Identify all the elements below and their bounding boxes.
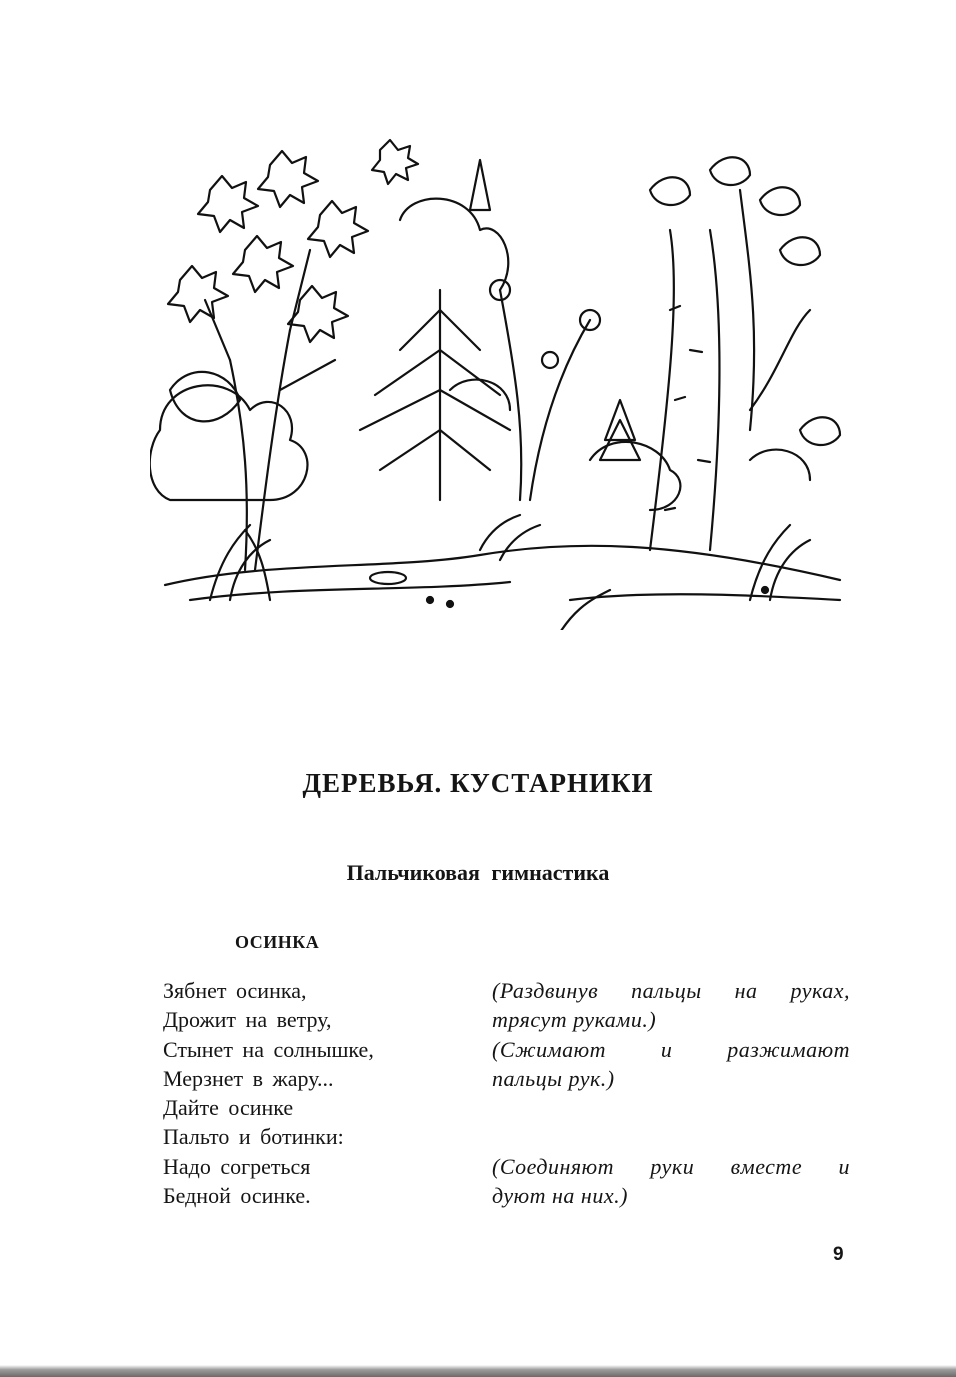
gesture-instructions <box>492 976 850 1210</box>
verse-line: Пальто и ботинки: <box>163 1124 344 1150</box>
verse-line: Зябнет осинка, <box>163 978 307 1003</box>
instruction-line: пальцы рук.) <box>492 1065 615 1091</box>
chapter-title: ДЕРЕВЬЯ. КУСТАРНИКИ <box>302 768 654 798</box>
page-edge <box>0 1365 956 1377</box>
verse-line: Надо согреться <box>163 1153 311 1179</box>
instruction-line: трясут руками.) <box>492 1007 657 1033</box>
verse-line: Стынет на солнышке, <box>163 1036 374 1062</box>
verse-line: Дайте осинке <box>163 1095 294 1121</box>
verse-line: Дрожит на ветру, <box>163 1007 332 1033</box>
instruction-line: дуют на них.) <box>492 1183 628 1209</box>
fir-tree <box>360 160 640 500</box>
instruction-line: (Соединяют руки вместе и <box>492 1153 850 1179</box>
forest-illustration <box>150 130 850 630</box>
section-title: Пальчиковая гимнастика <box>346 860 610 885</box>
instruction-line: (Сжимают и разжимают <box>492 1036 850 1062</box>
instruction-line: (Раздвинув пальцы на руках, <box>492 978 850 1003</box>
birch-tree <box>650 157 840 550</box>
page-number: 9 <box>833 1244 844 1265</box>
poem-title: ОСИНКА <box>235 932 320 952</box>
verse-line: Мерзнет в жару... <box>163 1065 334 1091</box>
maple-tree <box>168 140 418 570</box>
verse-line: Бедной осинке. <box>163 1183 311 1209</box>
poem-verse <box>163 976 374 1210</box>
